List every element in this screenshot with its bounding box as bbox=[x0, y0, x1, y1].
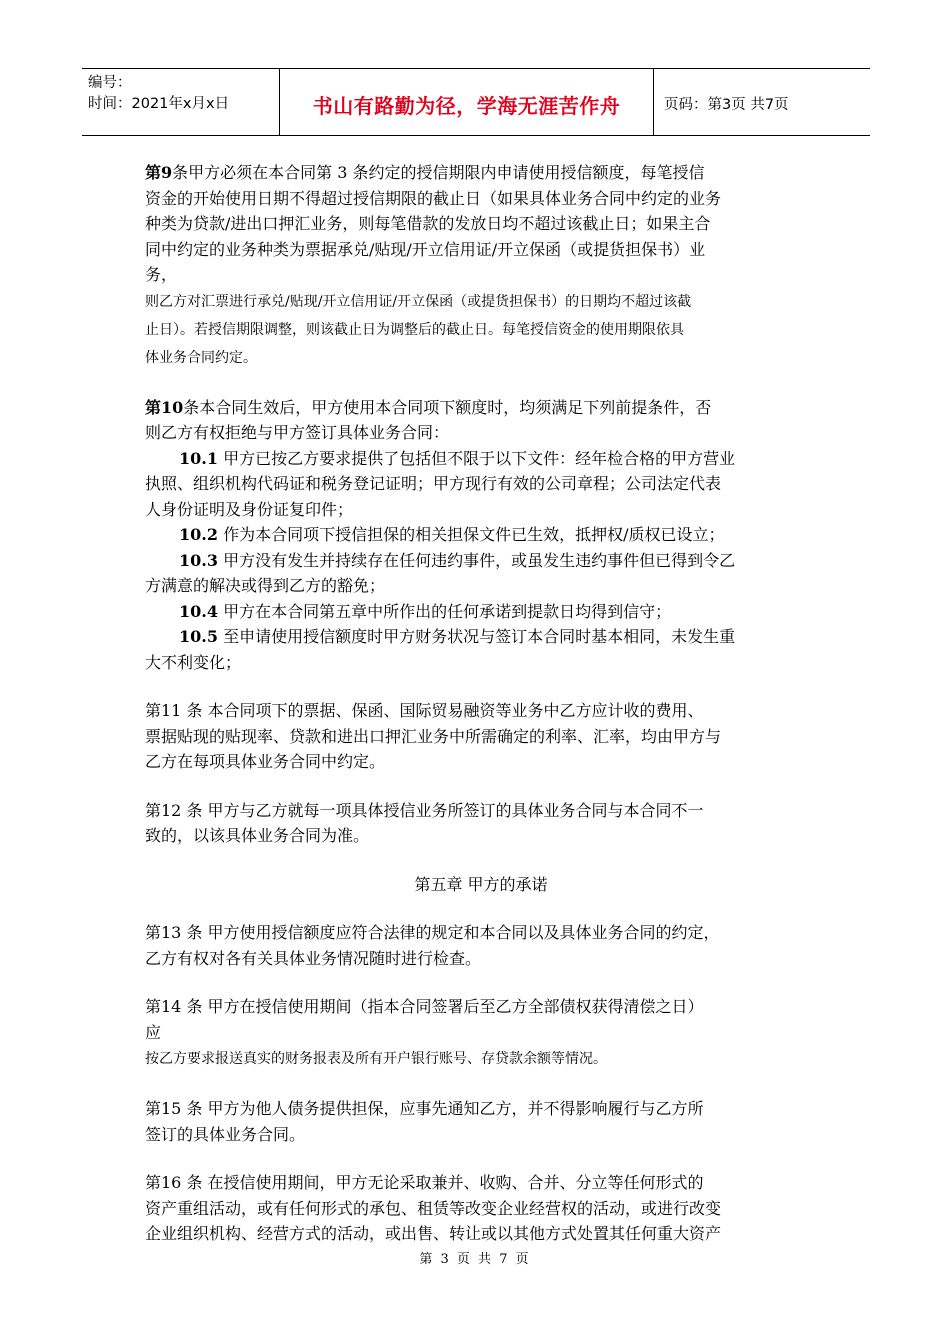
header-motto: 书山有路勤为径，学海无涯苦作舟 bbox=[280, 69, 654, 135]
document-number-label: 编号： bbox=[88, 75, 132, 91]
text-line: 条本合同生效后，甲方使用本合同项下额度时，均须满足下列前提条件，否 bbox=[183, 397, 712, 417]
document-body bbox=[145, 160, 817, 1247]
clause-number: 10.4 bbox=[179, 601, 218, 621]
text-line: 体业务合同约定。 bbox=[145, 349, 257, 366]
text-line: 企业组织机构、经营方式的活动，或出售、转让或以其他方式处置其任何重大资产 bbox=[145, 1224, 722, 1243]
page-header bbox=[82, 68, 870, 136]
article-14 bbox=[145, 994, 817, 1073]
article-9 bbox=[145, 160, 817, 372]
text-line: 甲方在本合同第五章中所作出的任何承诺到提款日均得到信守； bbox=[223, 601, 672, 621]
text-line: 则乙方有权拒绝与甲方签订具体业务合同： bbox=[145, 423, 450, 442]
text-line: 至申请使用授信额度时甲方财务状况与签订本合同时基本相同，未发生重 bbox=[223, 627, 736, 646]
article-13 bbox=[145, 920, 817, 971]
text-line: 执照、组织机构代码证和税务登记证明；甲方现行有效的公司章程；公司法定代表 bbox=[145, 474, 722, 493]
text-line: 人身份证明及身份证复印件； bbox=[145, 499, 354, 519]
clause-number: 10.3 bbox=[179, 550, 218, 570]
text-line: 第12 条 甲方与乙方就每一项具体授信业务所签订的具体业务合同与本合同不一 bbox=[145, 800, 704, 820]
text-line: 乙方在每项具体业务合同中约定。 bbox=[145, 752, 386, 771]
text-line: 条甲方必须在本合同第 3 条约定的授信期限内申请使用授信额度，每笔授信 bbox=[172, 163, 705, 182]
clause-number: 10.2 bbox=[179, 525, 218, 544]
text-line: 第13 条 甲方使用授信额度应符合法律的规定和本合同以及具体业务合同的约定， bbox=[145, 923, 720, 942]
text-line: 资金的开始使用日期不得超过授信期限的截止日（如果具体业务合同中约定的业务 bbox=[145, 188, 722, 208]
text-line: 甲方已按乙方要求提供了包括但不限于以下文件：经年检合格的甲方营业 bbox=[223, 448, 736, 468]
article-15 bbox=[145, 1096, 817, 1147]
article-number: 第9 bbox=[145, 163, 173, 182]
header-meta bbox=[82, 69, 280, 135]
text-line: 则乙方对汇票进行承兑/贴现/开立信用证/开立保函（或提货担保书）的日期均不超过该截 bbox=[145, 293, 692, 310]
text-line: 作为本合同项下授信担保的相关担保文件已生效，抵押权/质权已设立； bbox=[223, 525, 725, 544]
text-line: 同中约定的业务种类为票据承兑/贴现/开立信用证/开立保函（或提货担保书）业 bbox=[145, 239, 706, 259]
article-10 bbox=[145, 395, 817, 676]
header-page-info: 页码：第3页 共7页 bbox=[664, 96, 789, 113]
text-line: 甲方没有发生并持续存在任何违约事件，或虽发生违约事件但已得到令乙 bbox=[223, 550, 736, 570]
text-line: 票据贴现的贴现率、贷款和进出口押汇业务中所需确定的利率、汇率，均由甲方与 bbox=[145, 726, 722, 746]
text-line: 乙方有权对各有关具体业务情况随时进行检查。 bbox=[145, 948, 482, 968]
text-line: 第14 条 甲方在授信使用期间（指本合同签署后至乙方全部债权获得清偿之日） bbox=[145, 997, 704, 1016]
text-line: 第16 条 在授信使用期间，甲方无论采取兼并、收购、合并、分立等任何形式的 bbox=[145, 1173, 704, 1192]
article-number: 第10 bbox=[145, 397, 184, 417]
chapter-heading: 第五章 甲方的承诺 bbox=[414, 874, 548, 894]
text-line: 资产重组活动，或有任何形式的承包、租赁等改变企业经营权的活动，或进行改变 bbox=[145, 1198, 722, 1218]
text-line: 种类为贷款/进出口押汇业务，则每笔借款的发放日均不超过该截止日；如果主合 bbox=[145, 214, 711, 233]
article-12 bbox=[145, 798, 817, 849]
page-footer: 第 3 页 共 7 页 bbox=[419, 1252, 531, 1267]
document-date: 时间：2021年x月x日 bbox=[88, 96, 230, 112]
clause-number: 10.5 bbox=[179, 627, 218, 646]
text-line: 止日）。若授信期限调整，则该截止日为调整后的截止日。每笔授信资金的使用期限依具 bbox=[145, 321, 684, 338]
article-16 bbox=[145, 1170, 817, 1247]
text-line: 务， bbox=[145, 265, 178, 284]
article-11 bbox=[145, 698, 817, 775]
text-line: 应 bbox=[145, 1022, 162, 1042]
text-line: 第11 条 本合同项下的票据、保函、国际贸易融资等业务中乙方应计收的费用、 bbox=[145, 701, 704, 720]
text-line: 致的，以该具体业务合同为准。 bbox=[145, 826, 370, 845]
text-line: 大不利变化； bbox=[145, 652, 242, 672]
text-line: 方满意的解决或得到乙方的豁免； bbox=[145, 576, 386, 595]
clause-number: 10.1 bbox=[179, 448, 218, 468]
text-line: 签订的具体业务合同。 bbox=[145, 1124, 306, 1144]
text-line: 第15 条 甲方为他人债务提供担保，应事先通知乙方，并不得影响履行与乙方所 bbox=[145, 1099, 704, 1118]
text-line: 按乙方要求报送真实的财务报表及所有开户银行账号、存贷款余额等情况。 bbox=[145, 1051, 607, 1067]
